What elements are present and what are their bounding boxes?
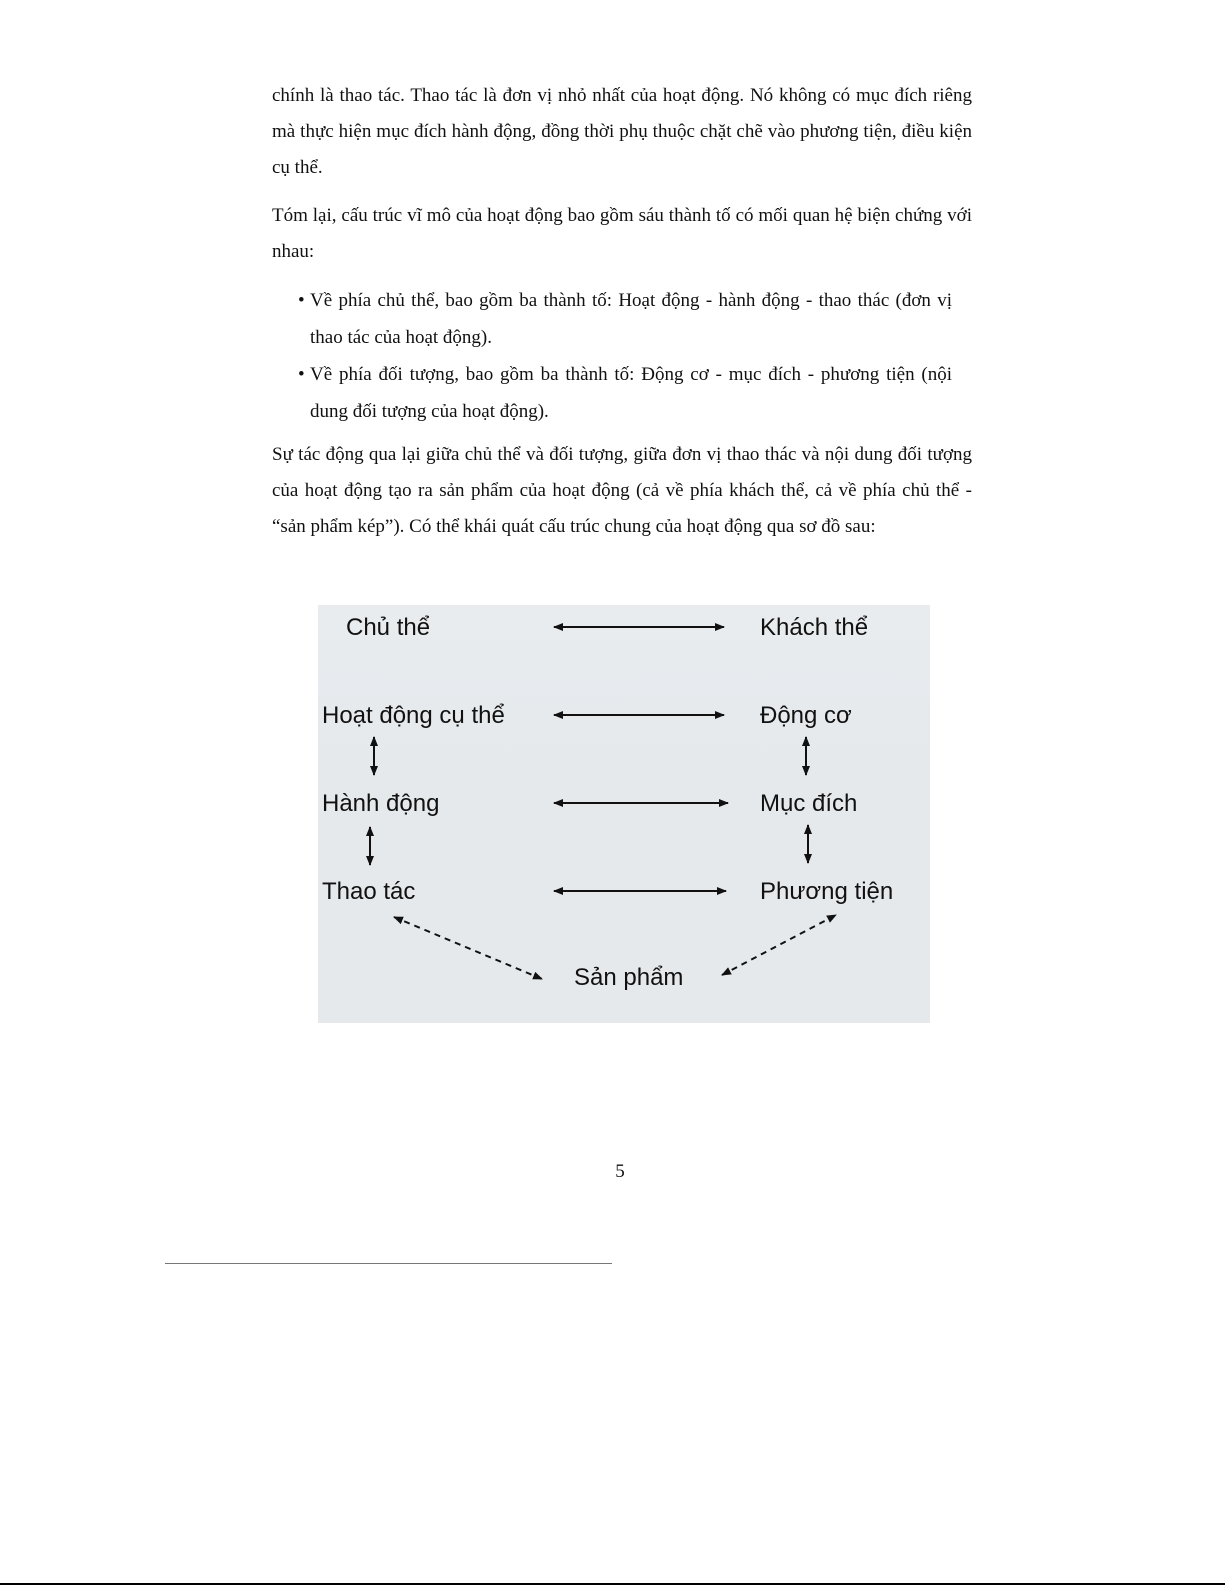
dashed-arrow-means-product bbox=[722, 915, 836, 975]
node-goal: Mục đích bbox=[760, 790, 858, 817]
bullet-text-subject: Về phía chủ thể, bao gồm ba thành tố: Hoạt động - hành động - thao thác (đơn vị thao tác của hoạt động). bbox=[310, 290, 952, 348]
footnote-separator bbox=[165, 1263, 612, 1264]
node-activity: Hoạt động cụ thể bbox=[322, 702, 505, 729]
bullet-text-object: Về phía đối tượng, bao gồm ba thành tố: Động cơ - mục đích - phương tiện (nội dung đối tượng của hoạt động). bbox=[310, 364, 952, 422]
bullet-marker: • bbox=[298, 364, 305, 385]
node-means: Phương tiện bbox=[760, 878, 894, 905]
bullet-list bbox=[272, 282, 972, 430]
paragraph-interaction: Sự tác động qua lại giữa chủ thể và đối tượng, giữa đơn vị thao thác và nội dung đối tượng của hoạt động tạo ra sản phẩm của hoạt động (cả về phía khách thể, cả về phía chủ thể - “sản phẩm kép”). Có thể khái quát cấu trúc chung của hoạt động qua sơ đồ sau: bbox=[272, 444, 972, 537]
node-motive: Động cơ bbox=[760, 702, 852, 729]
node-subject: Chủ thể bbox=[346, 614, 431, 641]
node-operation: Thao tác bbox=[322, 878, 416, 905]
node-action: Hành động bbox=[322, 790, 440, 817]
paragraph-summary: Tóm lại, cấu trúc vĩ mô của hoạt động bao gồm sáu thành tố có mối quan hệ biện chứng với nhau: bbox=[272, 205, 972, 262]
node-object: Khách thể bbox=[760, 614, 869, 641]
activity-structure-diagram bbox=[318, 605, 930, 1023]
bullet-item-object bbox=[272, 356, 972, 430]
bullet-marker: • bbox=[298, 290, 305, 311]
bullet-item-subject bbox=[272, 282, 972, 356]
diagram-canvas bbox=[318, 605, 930, 1023]
page-number: 5 bbox=[615, 1161, 625, 1182]
paragraph-operation-definition: chính là thao tác. Thao tác là đơn vị nhỏ nhất của hoạt động. Nó không có mục đích riêng mà thực hiện mục đích hành động, đồng thời phụ thuộc chặt chẽ vào phương tiện, điều kiện cụ thể. bbox=[272, 85, 972, 178]
dashed-arrow-operation-product bbox=[394, 917, 542, 979]
node-product: Sản phẩm bbox=[574, 964, 684, 991]
